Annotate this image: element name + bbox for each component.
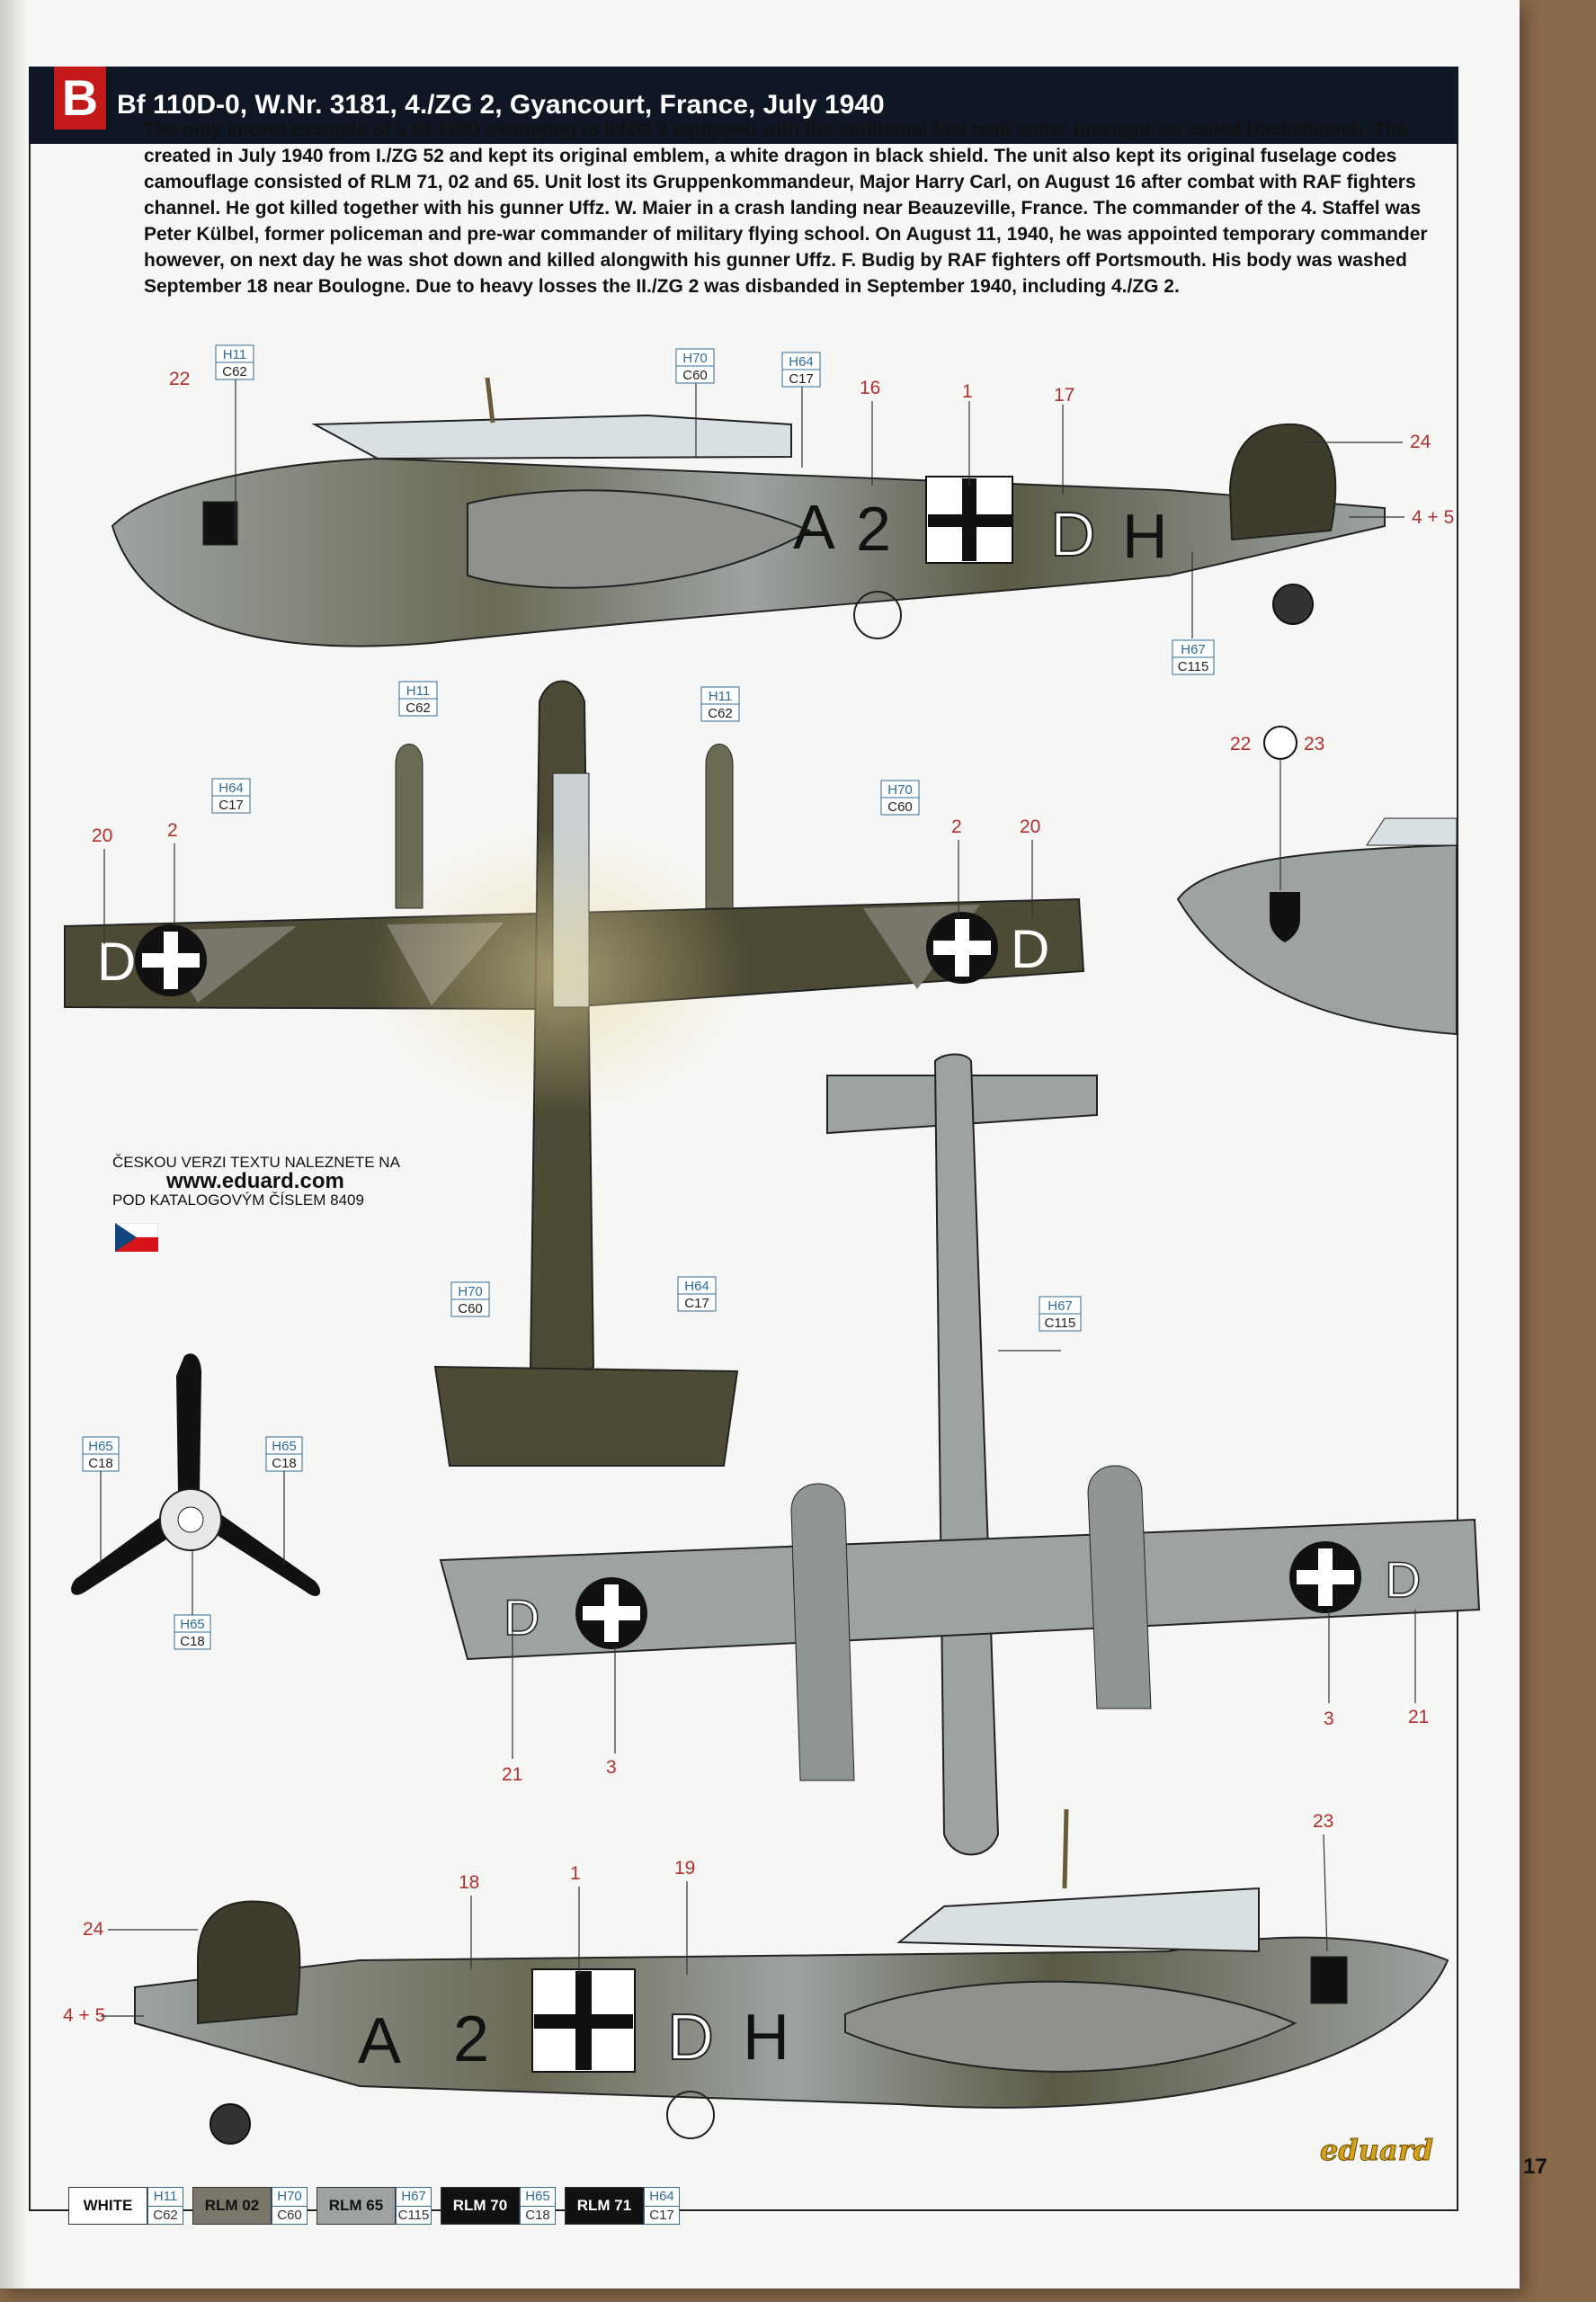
paint-code-humbrol: H70 [682, 351, 708, 366]
intro-line: however, on next day he was shot down and killed alongwith his gunner Uffz. F. Budig by RAF fighters off Portsmouth. His body was washed [144, 250, 1407, 271]
legend-code-humbrol: H64 [645, 2188, 679, 2207]
side-code-letter: 2 [453, 2003, 490, 2075]
legend-item-rlm65 [317, 2187, 432, 2225]
legend-code-humbrol: H67 [397, 2188, 431, 2207]
top-code-letter: D [1011, 919, 1050, 979]
callout-number: 1 [570, 1863, 581, 1884]
legend-code-humbrol: H70 [272, 2188, 307, 2207]
legend-code-mr-color: C62 [153, 2208, 178, 2223]
side-code-letter: H [743, 2002, 789, 2074]
paint-code-humbrol: H67 [1048, 1298, 1073, 1314]
paint-code-humbrol: H65 [180, 1617, 205, 1632]
intro-line: September 18 near Boulogne. Due to heavy losses the II./ZG 2 was disbanded in September 1940, including 4./ZG 2. [144, 276, 1180, 297]
legend-swatch: RLM 70 [441, 2187, 520, 2225]
paint-code-mr-color: C115 [1177, 659, 1209, 674]
legend-item-rlm02 [192, 2187, 308, 2225]
paint-legend [68, 2187, 680, 2225]
side-code-letter: A [793, 492, 835, 562]
paint-code-mr-color: C62 [406, 700, 431, 716]
paint-code-mr-color: C62 [708, 706, 733, 721]
profile-letter: B [54, 67, 106, 129]
callout-number: 4 + 5 [1412, 507, 1455, 528]
legend-swatch: RLM 02 [192, 2187, 272, 2225]
side-view-port [112, 378, 1385, 647]
legend-codes [272, 2187, 308, 2225]
bottom-code-letter: D [504, 1589, 540, 1646]
callout-number: 16 [860, 378, 881, 398]
czech-note-line: POD KATALOGOVÝM ČÍSLEM 8409 [112, 1191, 364, 1209]
czech-note-line: ČESKOU VERZI TEXTU NALEZNETE NA [112, 1154, 400, 1171]
legend-code-mr-color: C115 [397, 2208, 430, 2223]
intro-line: The only known example of a Bf 110D belonging to II./ZG 2 equipped with the additional fuel tank under fuselage, so called Dackelbauch. The [144, 120, 1407, 140]
legend-code-mr-color: C18 [525, 2208, 550, 2223]
callout-number: 22 [1230, 734, 1252, 754]
callout-number: 23 [1313, 1811, 1334, 1832]
paint-code-humbrol: H65 [272, 1439, 297, 1454]
eduard-logo: eduard [1320, 2133, 1433, 2167]
legend-swatch: RLM 71 [565, 2187, 644, 2225]
legend-item-rlm70 [441, 2187, 556, 2225]
paint-code-humbrol: H64 [684, 1279, 709, 1294]
legend-swatch: RLM 65 [317, 2187, 396, 2225]
paint-code-mr-color: C115 [1044, 1316, 1076, 1331]
side-code-letter: D [1050, 499, 1096, 569]
legend-codes [644, 2187, 680, 2225]
paint-code-humbrol: H11 [222, 347, 247, 362]
callout-number: 20 [92, 825, 113, 846]
callout-number: 3 [1324, 1709, 1334, 1729]
callout-number: 21 [502, 1764, 523, 1785]
side-view-starboard [135, 1809, 1448, 2144]
intro-line: camouflage consisted of RLM 71, 02 and 65. Unit lost its Gruppenkommandeur, Major Harry Carl, on August 16 after combat with RAF fighters [144, 172, 1416, 192]
side-code-letter: A [358, 2005, 402, 2077]
callout-number: 3 [606, 1757, 617, 1778]
callout-number: 24 [83, 1919, 104, 1940]
callout-number: 18 [459, 1872, 480, 1893]
paint-code-humbrol: H11 [406, 683, 431, 699]
paint-code-humbrol: H67 [1181, 642, 1206, 657]
legend-codes [147, 2187, 183, 2225]
propeller-view [71, 1353, 320, 1596]
paint-code-humbrol: H70 [887, 782, 913, 798]
callout-number: 22 [169, 369, 191, 389]
legend-item-rlm71 [565, 2187, 680, 2225]
paint-code-humbrol: H65 [88, 1439, 113, 1454]
paint-code-mr-color: C18 [88, 1456, 113, 1471]
callout-number: 2 [951, 816, 962, 837]
callout-number: 4 + 5 [63, 2005, 106, 2026]
paint-code-mr-color: C18 [180, 1634, 205, 1649]
legend-code-humbrol: H11 [148, 2188, 183, 2207]
intro-line: created in July 1940 from I./ZG 52 and kept its original emblem, a white dragon in black shield. The unit also kept its original fuselage codes [144, 146, 1397, 166]
callout-number: 21 [1408, 1707, 1430, 1727]
legend-code-mr-color: C17 [649, 2208, 674, 2223]
callout-number: 24 [1410, 432, 1431, 452]
paint-code-mr-color: C17 [218, 798, 244, 813]
paint-code-mr-color: C17 [684, 1296, 709, 1311]
bottom-code-letter: D [1385, 1551, 1422, 1608]
paint-code-humbrol: H64 [789, 354, 814, 370]
legend-codes [520, 2187, 556, 2225]
paint-code-mr-color: C62 [222, 364, 247, 379]
legend-code-humbrol: H65 [521, 2188, 555, 2207]
intro-line: Peter Külbel, former policeman and pre-war commander of military flying school. On August 11, 1940, he was appointed temporary commander [144, 224, 1428, 245]
paint-code-mr-color: C60 [887, 799, 913, 815]
legend-codes [396, 2187, 432, 2225]
czech-note [112, 1153, 418, 1209]
callout-number: 1 [962, 381, 973, 402]
side-code-letter: H [1122, 501, 1168, 571]
page-number: 17 [1523, 2155, 1547, 2179]
paint-code-humbrol: H70 [458, 1284, 483, 1299]
callout-number: 2 [167, 820, 178, 841]
paint-code-humbrol: H11 [708, 689, 733, 704]
callout-number: 17 [1054, 385, 1075, 406]
callout-number: 20 [1020, 816, 1041, 837]
nose-detail-view [1178, 727, 1457, 1034]
side-code-letter: 2 [856, 494, 891, 564]
paint-code-mr-color: C60 [458, 1301, 483, 1316]
callout-number: 19 [674, 1858, 696, 1878]
paint-code-humbrol: H64 [218, 781, 244, 796]
eduard-url[interactable]: www.eduard.com [166, 1169, 344, 1193]
paint-code-mr-color: C17 [789, 371, 814, 387]
side-code-letter: D [667, 2002, 714, 2074]
legend-swatch: WHITE [68, 2187, 147, 2225]
legend-code-mr-color: C60 [277, 2208, 302, 2223]
paint-code-mr-color: C18 [272, 1456, 297, 1471]
intro-line: channel. He got killed together with his gunner Uffz. W. Maier in a crash landing near Beauzeville, France. The commander of the 4. Staffel was [144, 198, 1422, 219]
legend-item-white [68, 2187, 183, 2225]
paint-code-mr-color: C60 [682, 368, 708, 383]
callout-number: 23 [1304, 734, 1325, 754]
profile-title: Bf 110D-0, W.Nr. 3181, 4./ZG 2, Gyancourt, France, July 1940 [117, 90, 885, 120]
czech-flag-icon [115, 1223, 158, 1252]
top-code-letter: D [97, 932, 137, 992]
